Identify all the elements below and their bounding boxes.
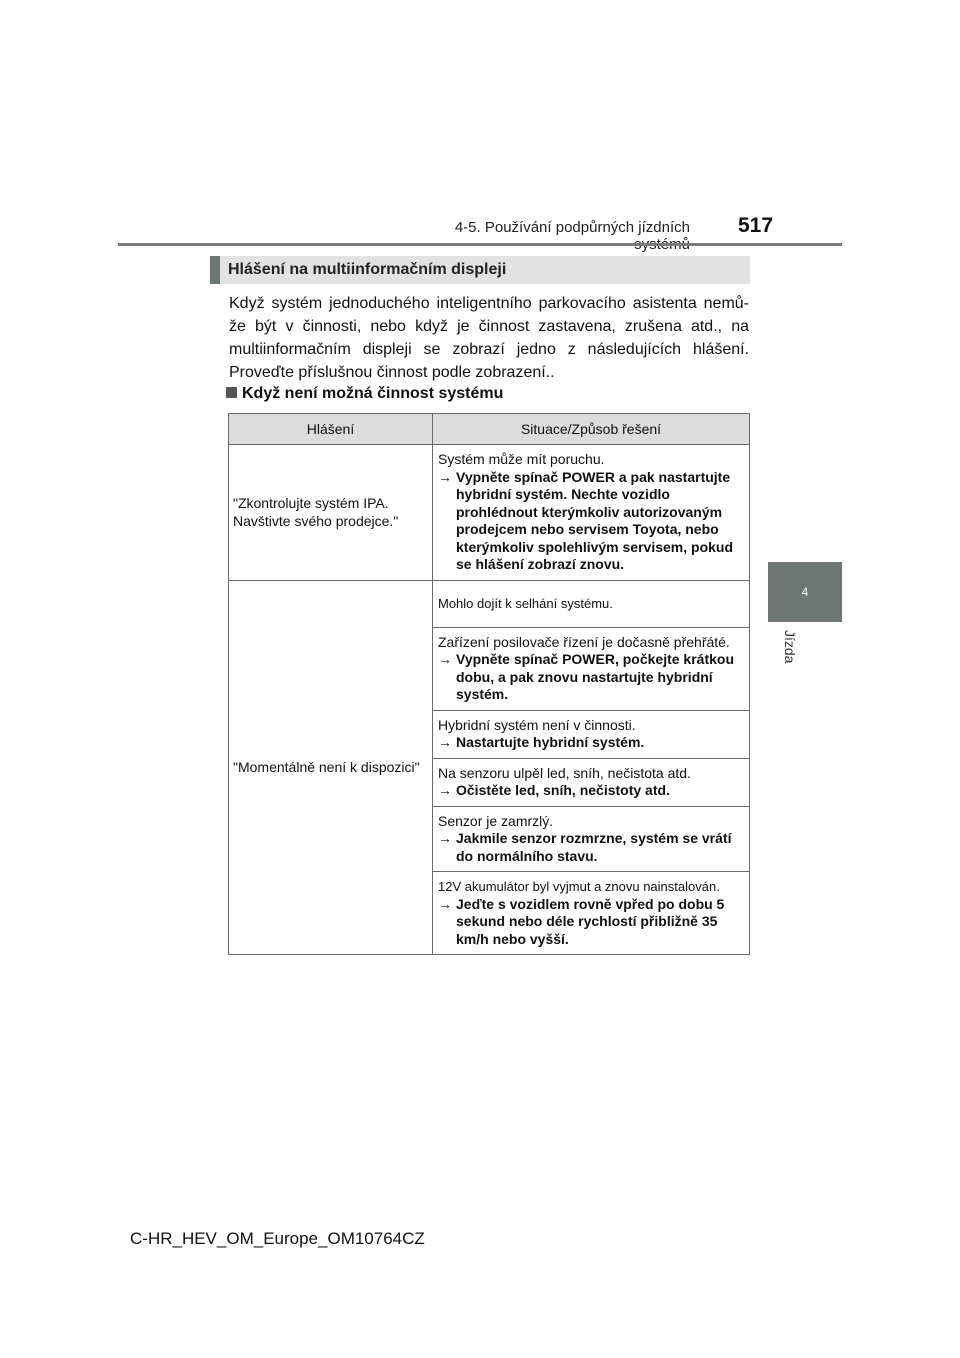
- chapter-label: Jízda: [782, 630, 798, 664]
- action-text: → Jakmile senzor rozmrzne, systém se vrátí do normálního stavu.: [438, 830, 732, 864]
- situation-text: Zařízení posilovače řízení je dočasně přehřáté.: [438, 633, 730, 650]
- messages-table: [228, 413, 750, 955]
- situation-text: Na senzoru ulpěl led, sníh, nečistota atd.: [438, 764, 691, 781]
- situation-text: Hybridní systém není v činnosti.: [438, 716, 636, 733]
- solution-cell: [433, 806, 750, 872]
- solution-cell: [433, 872, 750, 955]
- solution-cell: [433, 710, 750, 758]
- action-text: → Vypněte spínač POWER, počkejte krátkou dobu, a pak znovu nastartujte hybridní systém.: [438, 651, 735, 702]
- page-number: 517: [738, 214, 774, 237]
- arrow-right-icon: →: [438, 734, 452, 750]
- message-cell: "Momentálně není k dispozici": [229, 580, 433, 955]
- arrow-right-icon: →: [438, 830, 452, 846]
- chapter-tab: 4: [768, 562, 842, 622]
- solution-cell: [433, 627, 750, 710]
- table-row: [229, 445, 750, 581]
- arrow-right-icon: →: [438, 651, 452, 667]
- document-code-footer: C-HR_HEV_OM_Europe_OM10764CZ: [130, 1229, 425, 1248]
- column-header-message: Hlášení: [229, 414, 433, 445]
- arrow-right-icon: →: [438, 782, 452, 798]
- arrow-right-icon: →: [438, 468, 452, 485]
- section-heading-bar: [210, 256, 750, 284]
- subheading: [226, 385, 503, 403]
- situation-text: Systém může mít poruchu.: [438, 451, 605, 467]
- action-text: → Nastartujte hybridní systém.: [438, 734, 645, 750]
- solution-cell: [433, 580, 750, 627]
- situation-text: Mohlo dojít k selhání systému.: [438, 595, 613, 611]
- message-cell: "Zkontrolujte systém IPA. Navštivte svého prodejce.": [229, 445, 433, 581]
- situation-text: Senzor je zamrzlý.: [438, 812, 554, 829]
- solution-cell: [433, 445, 750, 581]
- situation-text: 12V akumulátor byl vyjmut a znovu nainstalován.: [438, 879, 720, 894]
- intro-paragraph: Když systém jednoduchého inteligentního parkovacího asistenta nemů-že být v činnosti, nebo když je činnost zastavena, zrušena atd., na multiinformačním displeji se zobrazí jedno z následujících hlášení. Proveďte příslušnou činnost podle zobrazení..: [229, 295, 749, 381]
- action-text: → Očistěte led, sníh, nečistoty atd.: [438, 782, 670, 798]
- solution-cell: [433, 758, 750, 806]
- section-heading: Hlášení na multiinformačním displeji: [228, 261, 507, 278]
- table-header-row: [229, 414, 750, 445]
- action-text: → Vypněte spínač POWER a pak nastartujte hybridní systém. Nechte vozidlo prohlédnout kterýmkoliv autorizovaným prodejcem nebo servisem Toyota, nebo kterýmkoliv spolehlivým servisem, pokud se hlášení zobrazí znovu.: [438, 468, 734, 572]
- table-row: [229, 580, 750, 627]
- header-rule: [118, 243, 842, 246]
- arrow-right-icon: →: [438, 895, 452, 912]
- square-bullet-icon: [226, 387, 237, 398]
- action-text: → Jeďte s vozidlem rovně vpřed po dobu 5 sekund nebo déle rychlostí přibližně 35 km/h nebo vyšší.: [438, 895, 725, 947]
- header-section-title: 4-5. Používání podpůrných jízdních: [454, 219, 690, 236]
- subheading-text: Když není možná činnost systému: [242, 385, 504, 402]
- column-header-solution: Situace/Způsob řešení: [433, 414, 750, 445]
